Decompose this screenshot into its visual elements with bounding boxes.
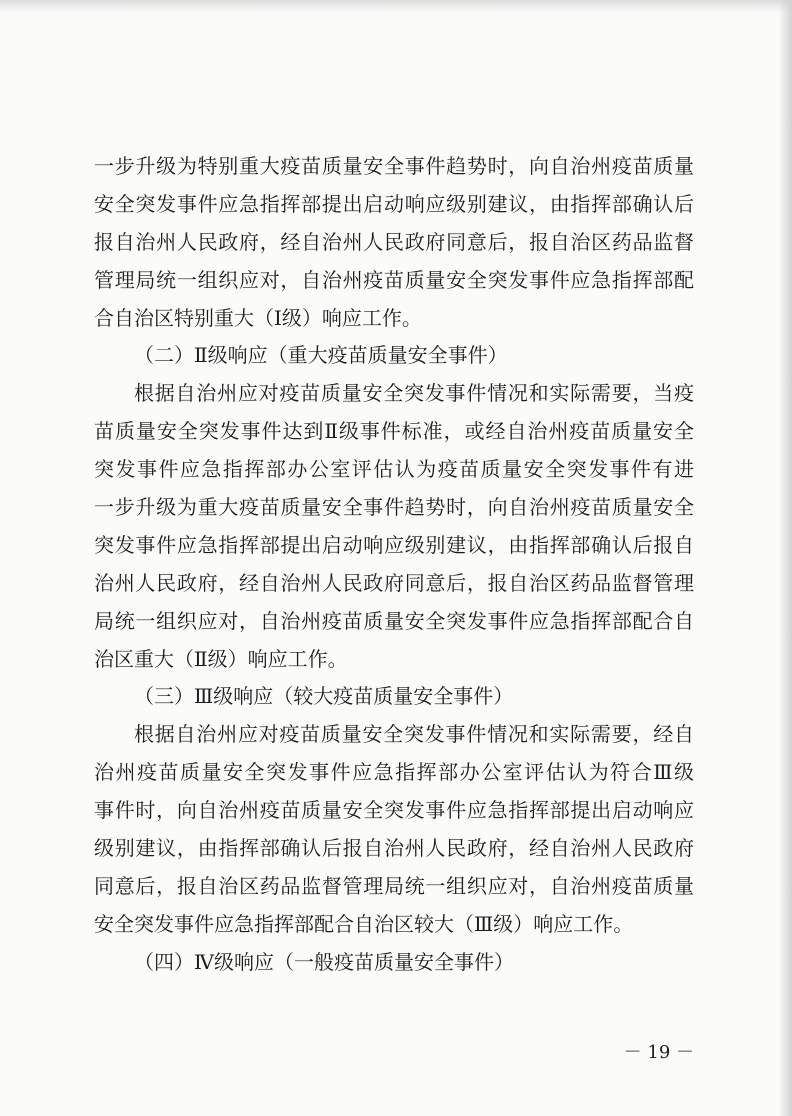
text-line: 治区重大（Ⅱ级）响应工作。 [94,646,348,671]
text-line: 一步升级为重大疫苗质量安全事件趋势时，向自治州疫苗质量安全 [94,495,694,520]
text-line: 治州人民政府，经自治州人民政府同意后，报自治区药品监督管理 [94,570,694,595]
text-line: 根据自治州应对疫苗质量安全突发事件情况和实际需要，当疫 [134,381,694,406]
section-heading-level-2: （二）Ⅱ级响应（重大疫苗质量安全事件） [134,343,508,368]
text-line: 治州疫苗质量安全突发事件应急指挥部办公室评估认为符合Ⅲ级 [94,760,694,785]
text-line: 管理局统一组织应对，自治州疫苗质量安全突发事件应急指挥部配 [94,267,694,292]
section-heading-level-3: （三）Ⅲ级响应（较大疫苗质量安全事件） [134,684,514,709]
page-number: － 19 － [623,1042,694,1063]
scan-edge-right [778,0,792,1116]
text-line: 同意后，报自治区药品监督管理局统一组织应对，自治州疫苗质量 [94,873,694,898]
text-line: 突发事件应急指挥部办公室评估认为疫苗质量安全突发事件有进 [94,457,694,482]
text-line: 苗质量安全突发事件达到Ⅱ级事件标准，或经自治州疫苗质量安全 [94,419,694,444]
text-line: 事件时，向自治州疫苗质量安全突发事件应急指挥部提出启动响应 [94,798,694,823]
text-line: 安全突发事件应急指挥部配合自治区较大（Ⅲ级）响应工作。 [94,911,634,936]
document-body [94,148,694,982]
text-line: 安全突发事件应急指挥部提出启动响应级别建议，由指挥部确认后 [94,191,694,216]
text-line: 突发事件应急指挥部提出启动响应级别建议，由指挥部确认后报自 [94,532,694,557]
text-line: 根据自治州应对疫苗质量安全突发事件情况和实际需要，经自 [134,722,694,747]
text-line: 报自治州人民政府，经自治州人民政府同意后，报自治区药品监督 [94,229,694,254]
text-line: 级别建议，由指挥部确认后报自治州人民政府，经自治州人民政府 [94,836,694,861]
scan-edge-top [0,0,792,12]
text-line: 局统一组织应对，自治州疫苗质量安全突发事件应急指挥部配合自 [94,608,694,633]
section-heading-level-4: （四）Ⅳ级响应（一般疫苗质量安全事件） [134,949,514,974]
text-line: 一步升级为特别重大疫苗质量安全事件趋势时，向自治州疫苗质量 [94,154,694,178]
text-line: 合自治区特别重大（Ⅰ级）响应工作。 [94,305,422,330]
